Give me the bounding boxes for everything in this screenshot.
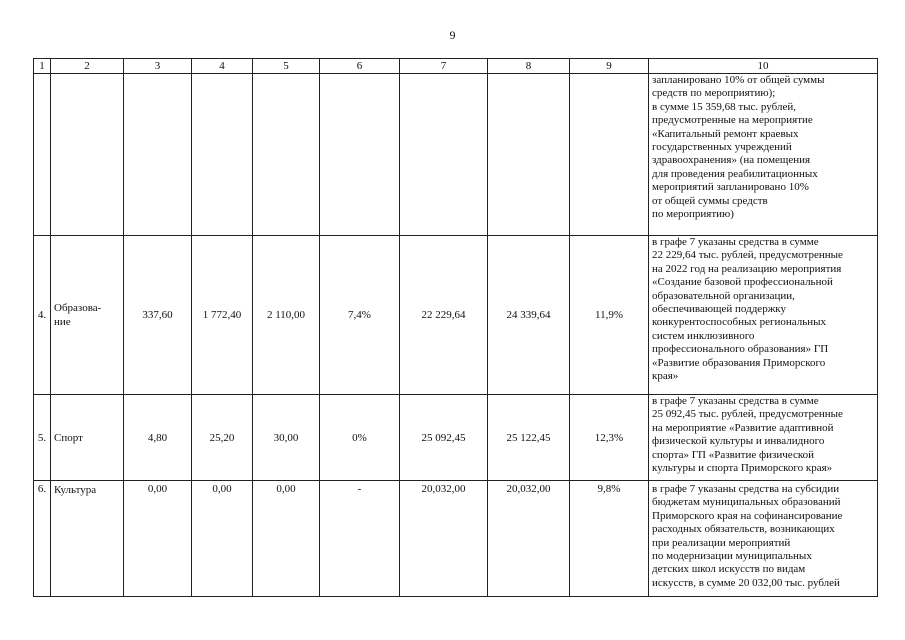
cell-col3: 4,80 [124,395,192,481]
cell-col8: 20,032,00 [488,481,570,597]
row-description: в графе 7 указаны средства в сумме 22 229,64 тыс. рублей, предусмотренные на 2022 год на реализацию мероприятия «Создание базовой профессиональной образовательной организации, обеспечивающей поддержку конкурентоспособных региональных систем инклюзивного профессионального образования» ГП «Развитие образования Приморского края» [649,236,878,395]
cell-col7: 20,032,00 [400,481,488,597]
cell-col7 [400,74,488,236]
cell-col6: 0% [320,395,400,481]
cell-col3: 0,00 [124,481,192,597]
header-cell: 3 [124,59,192,74]
row-name: Спорт [51,395,124,481]
cell-col8 [488,74,570,236]
cell-col4: 1 772,40 [192,236,253,395]
row-index [34,74,51,236]
cell-col4: 0,00 [192,481,253,597]
header-cell: 5 [253,59,320,74]
header-cell: 10 [649,59,878,74]
cell-col5: 0,00 [253,481,320,597]
cell-col5: 30,00 [253,395,320,481]
table-row-culture [34,481,878,597]
cell-col3 [124,74,192,236]
cell-col6 [320,74,400,236]
header-cell: 2 [51,59,124,74]
header-cell: 8 [488,59,570,74]
cell-col5: 2 110,00 [253,236,320,395]
cell-col5 [253,74,320,236]
row-index: 6. [34,481,51,597]
row-name: Культура [51,481,124,597]
cell-col4: 25,20 [192,395,253,481]
row-name [51,74,124,236]
row-description: в графе 7 указаны средства на субсидии бюджетам муниципальных образований Приморского края на софинансирование расходных обязательств, возникающих при реализации мероприятий по модернизации муниципальных детских школ искусств по видам искусств, в сумме 20 032,00 тыс. рублей [649,481,878,597]
header-cell: 7 [400,59,488,74]
cell-col9: 12,3% [570,395,649,481]
cell-col9: 9,8% [570,481,649,597]
table-row-continuation [34,74,878,236]
cell-col9 [570,74,649,236]
cell-col4 [192,74,253,236]
cell-col8: 24 339,64 [488,236,570,395]
cell-col6: 7,4% [320,236,400,395]
page-number: 9 [449,28,456,42]
cell-col8: 25 122,45 [488,395,570,481]
header-row [34,59,878,74]
row-description: запланировано 10% от общей суммы средств по мероприятию); в сумме 15 359,68 тыс. рублей, предусмотренные на мероприятие «Капитальный ремонт краевых государственных учреждений здравоохранения» (на помещения для проведения реабилитационных мероприятий запланировано 10% от общей суммы средств по мероприятию) [649,74,878,236]
cell-col7: 25 092,45 [400,395,488,481]
row-description: в графе 7 указаны средства в сумме 25 092,45 тыс. рублей, предусмотренные на мероприятие «Развитие адаптивной физической культуры и инвалидного спорта» ГП «Развитие физической культуры и спорта Приморского края» [649,395,878,481]
header-cell: 9 [570,59,649,74]
cell-col6: - [320,481,400,597]
header-cell: 6 [320,59,400,74]
row-index: 5. [34,395,51,481]
header-cell: 4 [192,59,253,74]
row-index: 4. [34,236,51,395]
cell-col9: 11,9% [570,236,649,395]
cell-col7: 22 229,64 [400,236,488,395]
table-row-sport [34,395,878,481]
table-row-education [34,236,878,395]
cell-col3: 337,60 [124,236,192,395]
row-name: Образова- ние [51,236,124,395]
budget-table [33,58,878,597]
header-cell: 1 [34,59,51,74]
